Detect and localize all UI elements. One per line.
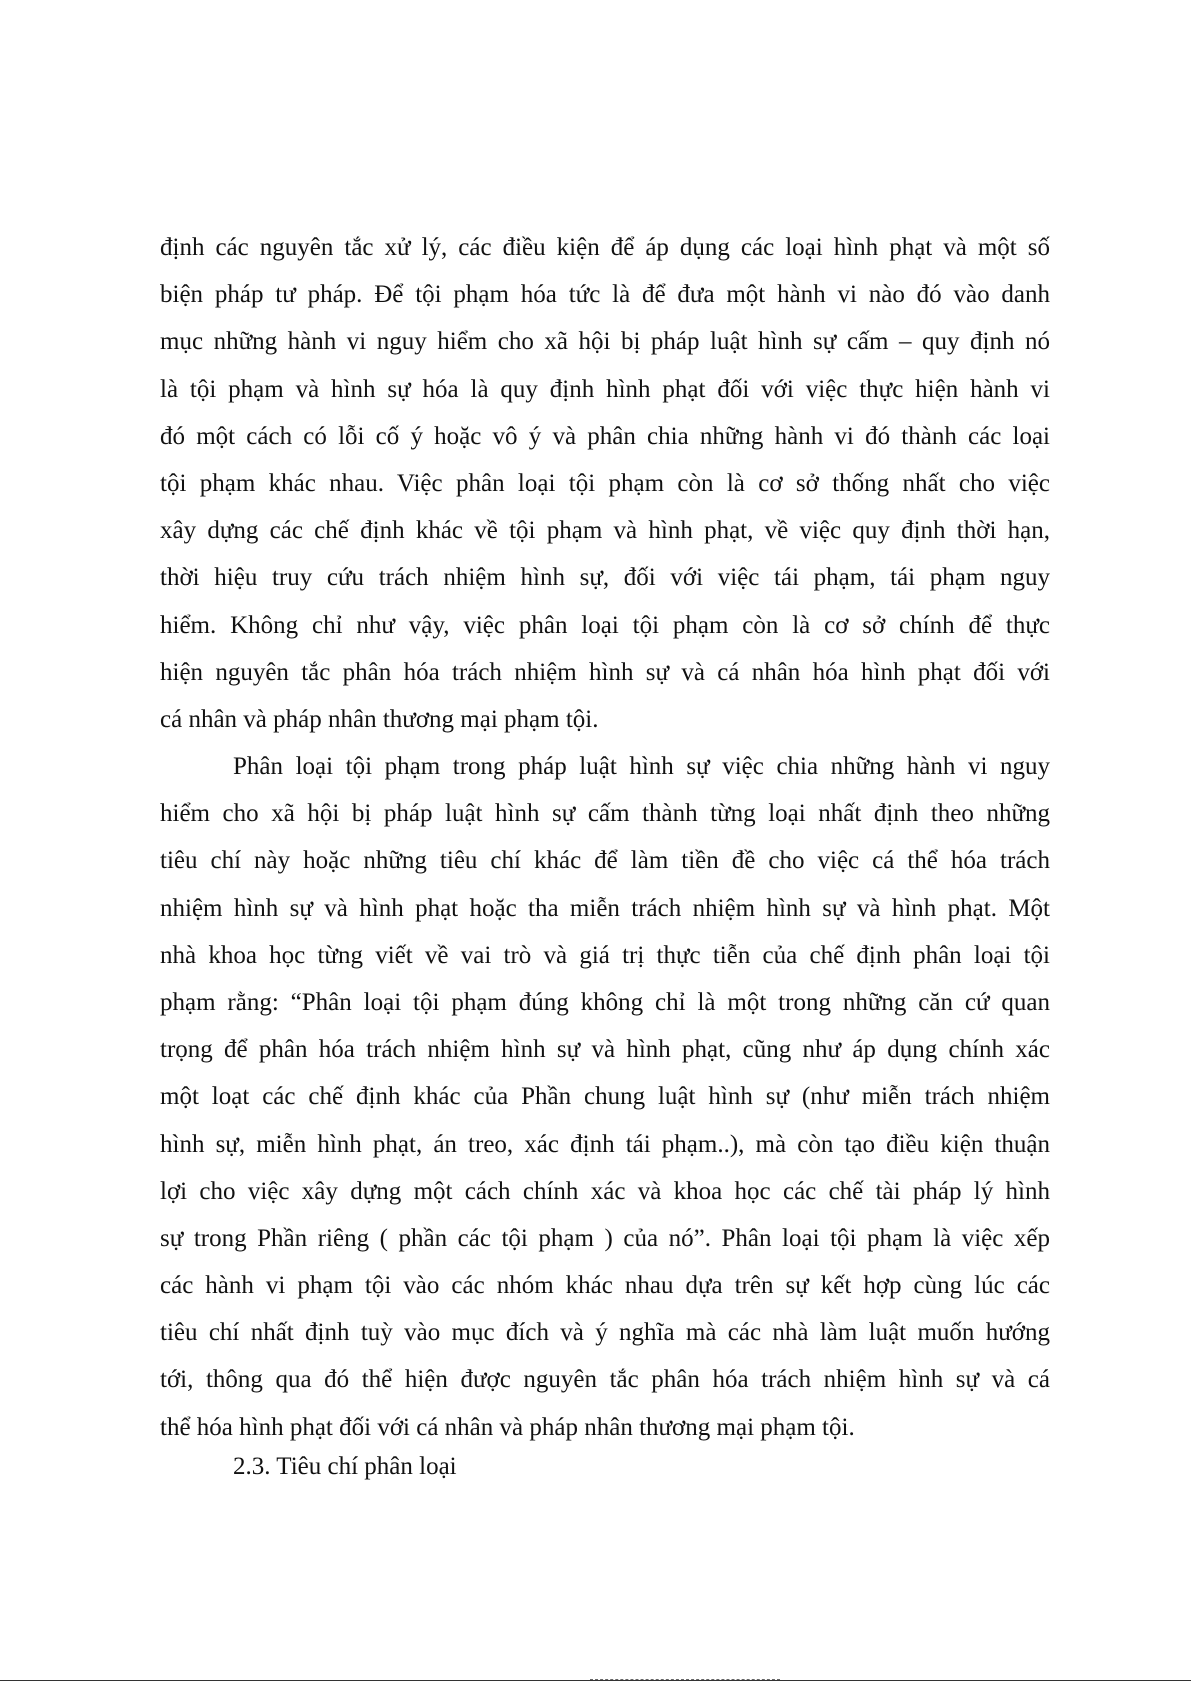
paragraph-line: các hành vi phạm tội vào các nhóm khác nhau dựa trên sự kết hợp cùng lúc các (160, 1272, 1050, 1300)
paragraph-line: là tội phạm và hình sự hóa là quy định hình phạt đối với việc thực hiện hành vi (160, 375, 1050, 403)
paragraph-line: tới, thông qua đó thể hiện được nguyên tắc phân hóa trách nhiệm hình sự và cá (160, 1366, 1050, 1394)
paragraph-line: tội phạm khác nhau. Việc phân loại tội phạm còn là cơ sở thống nhất cho việc (160, 469, 1050, 497)
paragraph-line: mục những hành vi nguy hiểm cho xã hội bị pháp luật hình sự cấm – quy định nó (160, 328, 1050, 356)
paragraph-line: phạm rằng: “Phân loại tội phạm đúng không chỉ là một trong những căn cứ quan (160, 988, 1050, 1016)
paragraph-line: nhiệm hình sự và hình phạt hoặc tha miễn trách nhiệm hình sự và hình phạt. Một (160, 894, 1050, 922)
paragraph-line: lợi cho việc xây dựng một cách chính xác và khoa học các chế tài pháp lý hình (160, 1177, 1050, 1205)
paragraph-line: thời hiệu truy cứu trách nhiệm hình sự, đối với việc tái phạm, tái phạm nguy (160, 564, 1050, 592)
paragraph-line: hiểm cho xã hội bị pháp luật hình sự cấm thành từng loại nhất định theo những (160, 800, 1050, 828)
paragraph-line: hiểm. Không chỉ như vậy, việc phân loại tội phạm còn là cơ sở chính để thực (160, 611, 1050, 639)
paragraph-line: tiêu chí nhất định tuỳ vào mục đích và ý nghĩa mà các nhà làm luật muốn hướng (160, 1319, 1050, 1347)
paragraph-line: xây dựng các chế định khác về tội phạm và hình phạt, về việc quy định thời hạn, (160, 517, 1050, 545)
paragraph-line: biện pháp tư pháp. Để tội phạm hóa tức là để đưa một hành vi nào đó vào danh (160, 281, 1050, 309)
paragraph-line: nhà khoa học từng viết về vai trò và giá trị thực tiễn của chế định phân loại tội (160, 941, 1050, 969)
footer-divider-mark (590, 1679, 780, 1680)
paragraph-line: đó một cách có lỗi cố ý hoặc vô ý và phân chia những hành vi đó thành các loại (160, 422, 1050, 450)
paragraph-line: hiện nguyên tắc phân hóa trách nhiệm hình sự và cá nhân hóa hình phạt đối với (160, 658, 1050, 686)
paragraph-2 (160, 743, 1050, 1451)
paragraph-line: tiêu chí này hoặc những tiêu chí khác để làm tiền đề cho việc cá thể hóa trách (160, 847, 1050, 875)
paragraph-1 (160, 224, 1050, 743)
paragraph-line: Phân loại tội phạm trong pháp luật hình sự việc chia những hành vi nguy (233, 753, 1050, 780)
paragraph-line: cá nhân và pháp nhân thương mại phạm tội. (160, 705, 599, 733)
paragraph-line: một loạt các chế định khác của Phần chung luật hình sự (như miễn trách nhiệm (160, 1083, 1050, 1111)
paragraph-line: hình sự, miễn hình phạt, án treo, xác định tái phạm..), mà còn tạo điều kiện thuận (160, 1130, 1050, 1158)
section-heading: 2.3. Tiêu chí phân loại (233, 1453, 457, 1480)
paragraph-line: định các nguyên tắc xử lý, các điều kiện để áp dụng các loại hình phạt và một số (160, 234, 1050, 261)
paragraph-line: sự trong Phần riêng ( phần các tội phạm ) của nó”. Phân loại tội phạm là việc xếp (160, 1224, 1050, 1252)
paragraph-line: thể hóa hình phạt đối với cá nhân và pháp nhân thương mại phạm tội. (160, 1413, 855, 1441)
footer-divider (0, 1680, 1191, 1681)
paragraph-line: trọng để phân hóa trách nhiệm hình sự và hình phạt, cũng như áp dụng chính xác (160, 1036, 1050, 1064)
